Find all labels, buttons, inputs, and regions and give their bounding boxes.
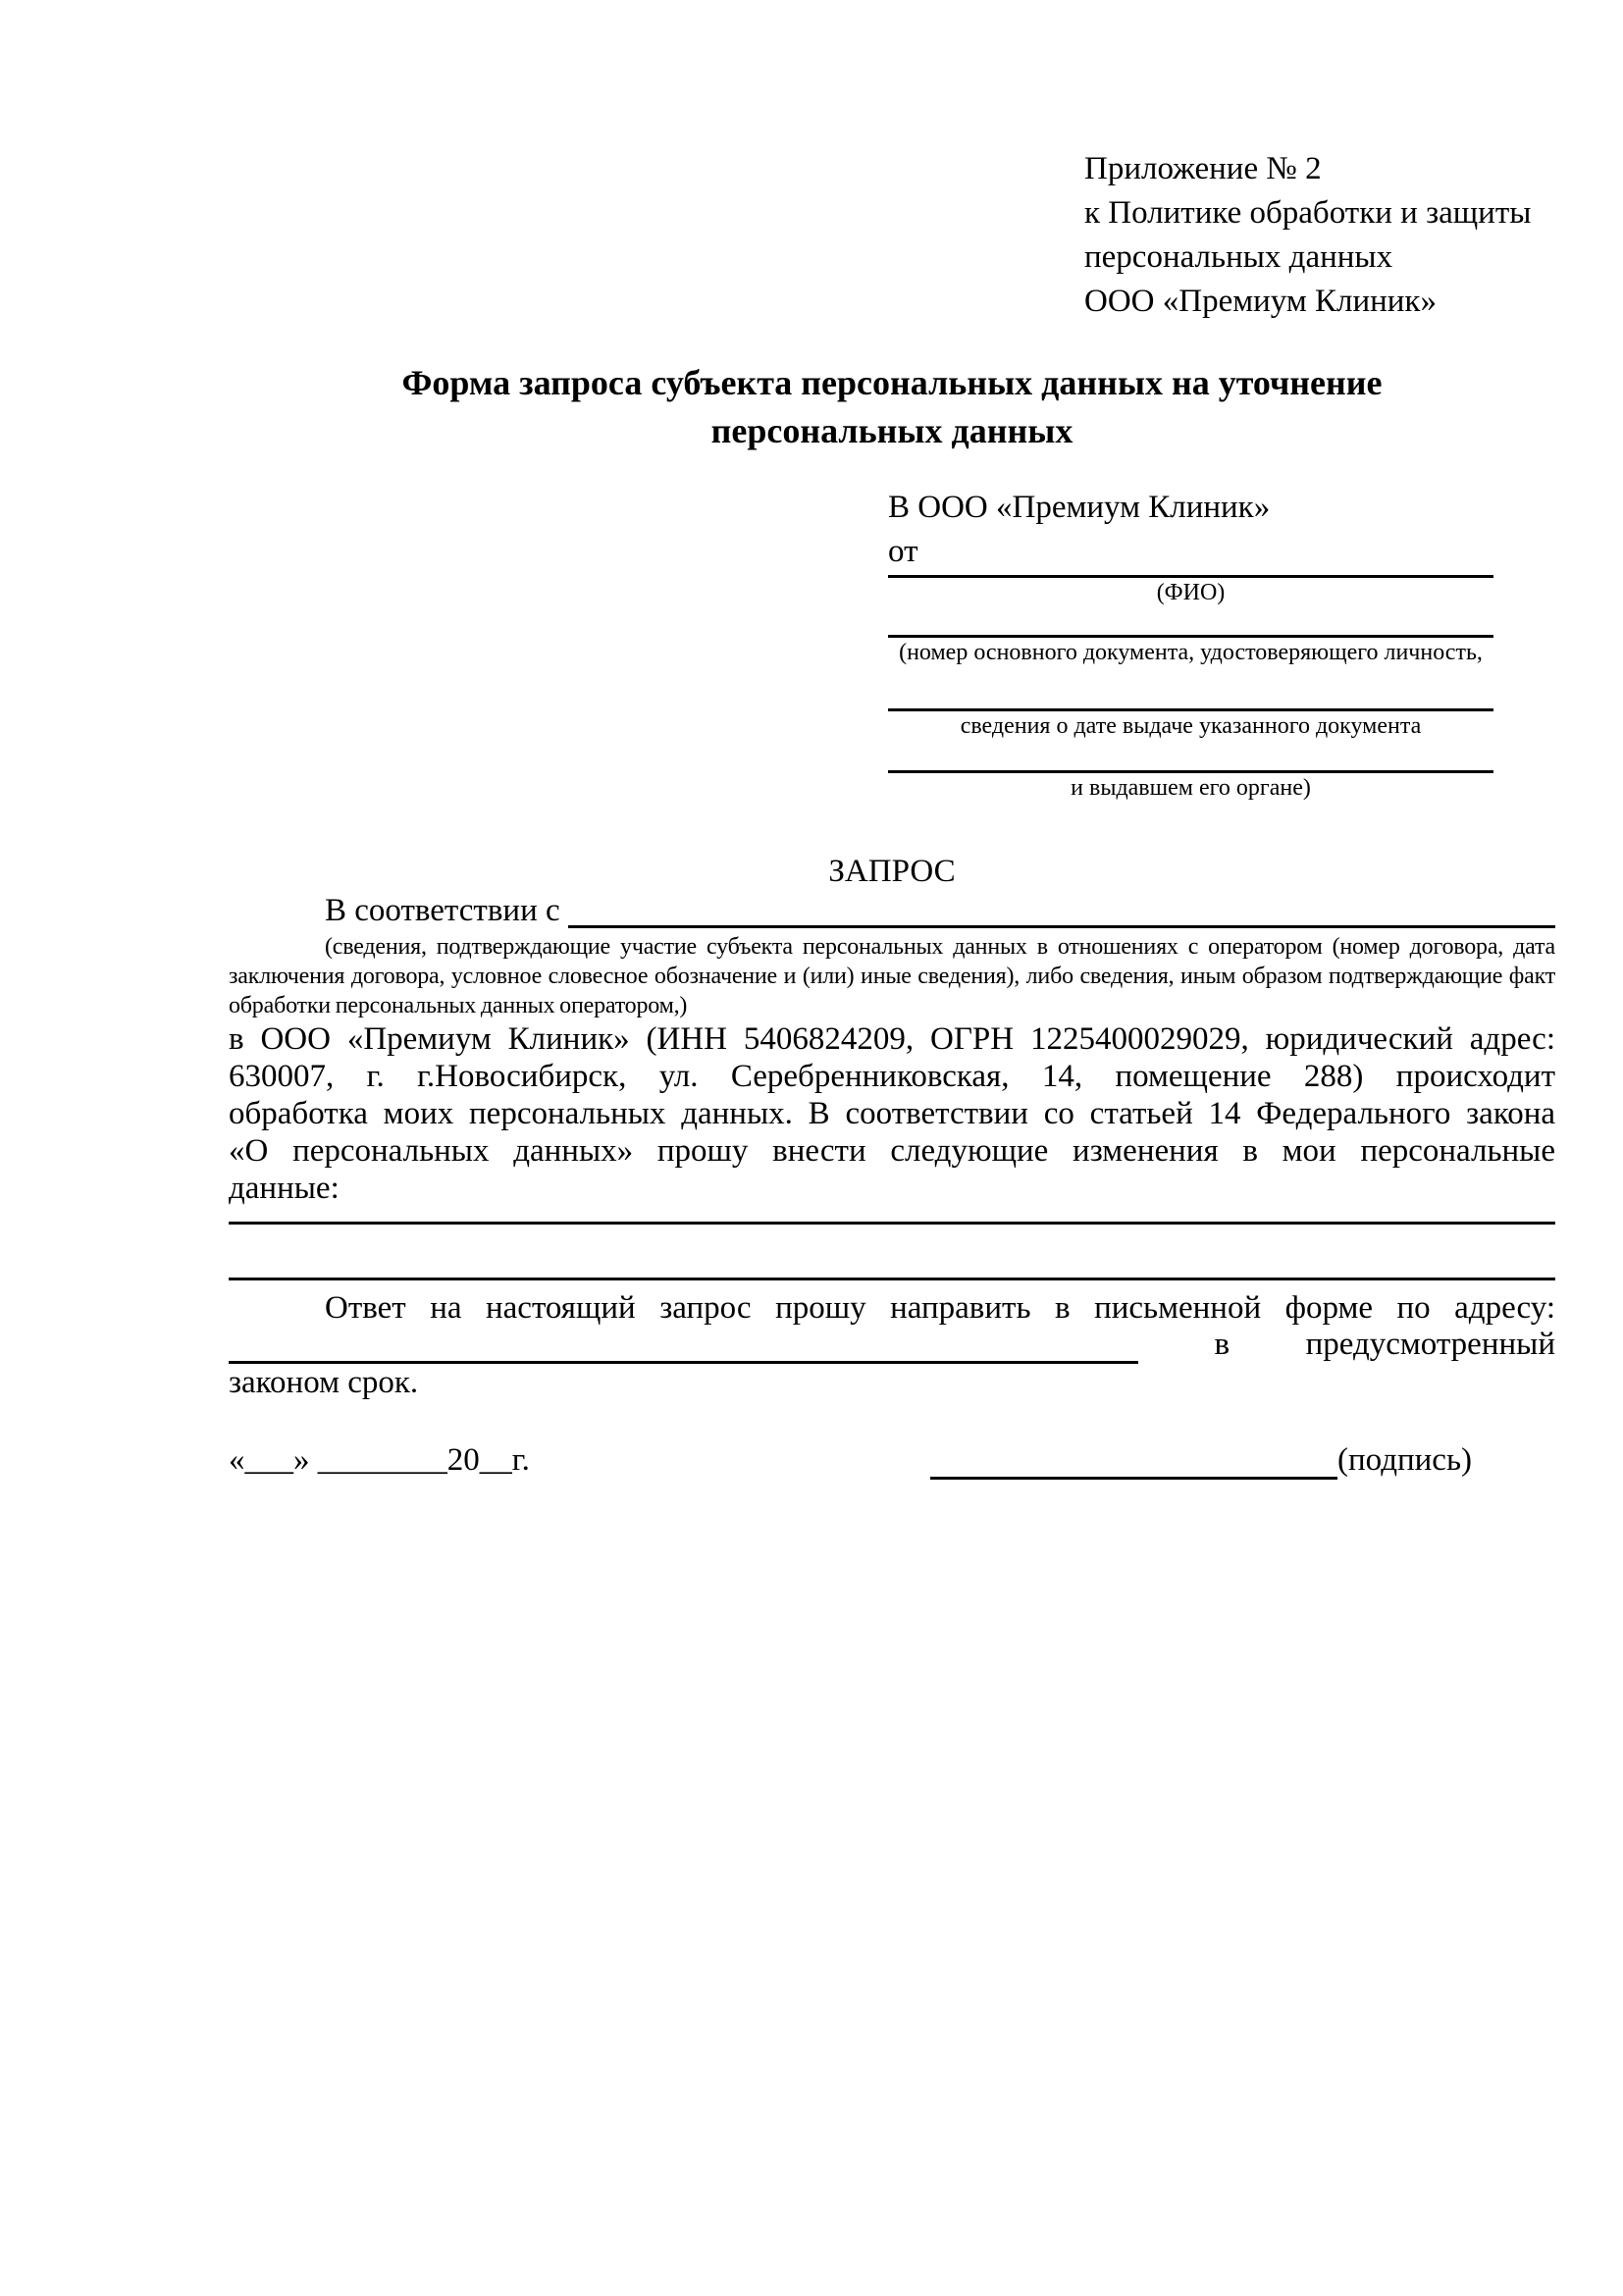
basis-footnote-line: заключения договора, условное словесное обозначение и (или) иные сведения), либо сведения, иным образом подтверждающие факт [229, 964, 1555, 989]
basis-blank-line [568, 893, 1555, 928]
address-blank-line [229, 1327, 1138, 1364]
date-signature-row [229, 1442, 1555, 1480]
changes-blank-line-2 [229, 1225, 1555, 1280]
signature-blank-line [930, 1442, 1337, 1480]
addressee-to: В ООО «Премиум Клиник» [888, 490, 1271, 525]
reply-address-line: Ответ на настоящий запрос прошу направить в письменной форме по адресу: [325, 1290, 1555, 1326]
request-body-line: в ООО «Премиум Клиник» (ИНН 5406824209, ОГРН 1225400029029, юридический адрес: [229, 1021, 1555, 1057]
issue-date-caption: сведения о дате выдаче указанного документа [960, 713, 1422, 739]
request-body-line: обработка моих персональных данных. В соответствии со статьей 14 Федерального закона [229, 1096, 1555, 1131]
request-body-line: «О персональных данных» прошу внести следующие изменения в мои персональные [229, 1133, 1555, 1169]
signature-caption: (подпись) [1337, 1442, 1472, 1478]
reply-word-2: предусмотренный [1305, 1327, 1555, 1362]
reply-closing-line: законом срок. [229, 1365, 419, 1400]
doc-number-caption: (номер основного документа, удостоверяющего личность, [899, 640, 1483, 665]
basis-footnote-line: (сведения, подтверждающие участие субъекта персональных данных в отношениях с оператором (номер договора, дата [325, 934, 1555, 960]
addressee-block [888, 486, 1493, 803]
basis-prefix: В соответствии с [325, 893, 560, 928]
appendix-header-line: Приложение № 2 [1084, 151, 1322, 186]
changes-blank-line-1 [229, 1207, 1555, 1225]
basis-footnote-line: обработки персональных данных оператором,) [229, 993, 688, 1018]
doc-number-blank-line [888, 607, 1493, 638]
appendix-header-line: к Политике обработки и защиты [1084, 195, 1532, 231]
document-title-line-2: персональных данных [710, 411, 1073, 450]
addressee-from-label: от [888, 534, 918, 569]
request-body-line: 630007, г. г.Новосибирск, ул. Серебренниковская, 14, помещение 288) происходит [229, 1059, 1555, 1094]
appendix-header-line: ООО «Премиум Клиник» [1084, 284, 1437, 319]
appendix-header-line: персональных данных [1084, 239, 1393, 275]
signature-block [930, 1442, 1472, 1480]
appendix-header [1084, 147, 1531, 324]
issuing-authority-blank-line [888, 741, 1493, 773]
request-section [229, 850, 1555, 1480]
request-body [229, 1020, 1555, 1207]
request-heading: ЗАПРОС [828, 854, 956, 889]
reply-word-1: в [1214, 1327, 1230, 1362]
reply-address-blank-row [229, 1327, 1555, 1364]
issue-date-blank-line [888, 667, 1493, 711]
request-body-line: данные: [229, 1171, 340, 1206]
basis-footnote [229, 932, 1555, 1020]
document-title-line-1: Форма запроса субъекта персональных данных на уточнение [401, 363, 1383, 402]
basis-line [229, 893, 1555, 928]
document-title [229, 359, 1555, 455]
fio-caption: (ФИО) [1156, 580, 1226, 605]
date-blank-line: «___» ________20__г. [229, 1442, 530, 1478]
issuing-authority-caption: и выдавшем его органе) [1071, 775, 1311, 801]
